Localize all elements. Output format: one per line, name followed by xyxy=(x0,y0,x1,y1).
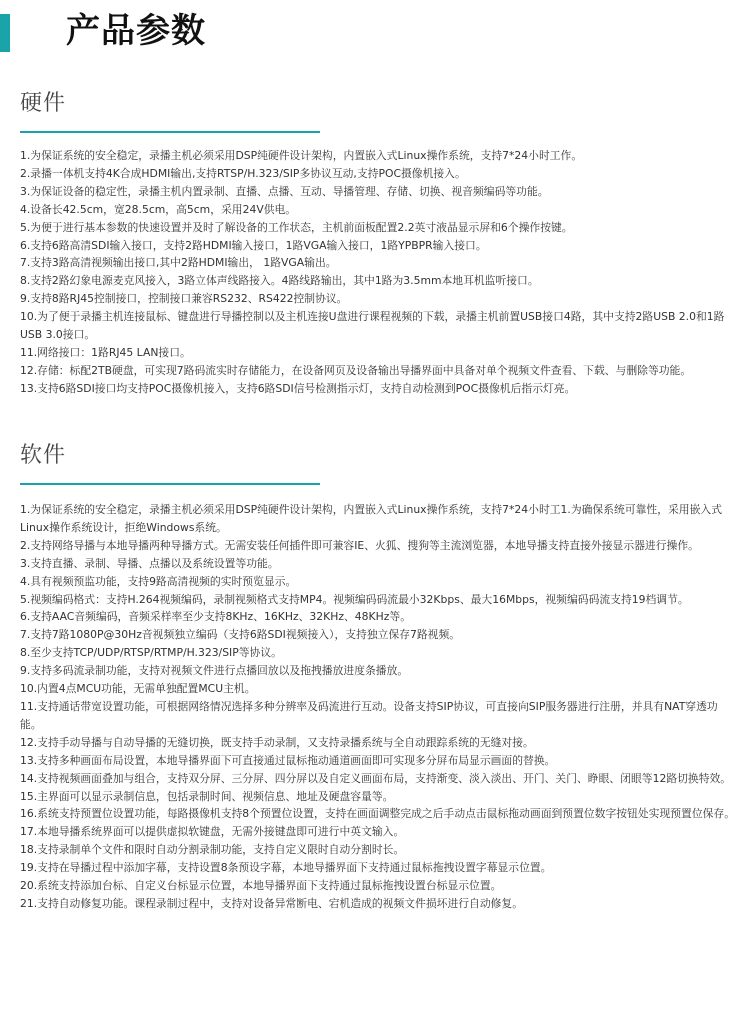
software-heading: 软件 xyxy=(20,443,67,468)
software-spec-list xyxy=(20,501,736,913)
spec-item: 6.支持6路高清SDI输入接口，支持2路HDMI输入接口，1路VGA输入接口，1路YPBPR输入接口。 xyxy=(20,238,487,252)
spec-item: 16.系统支持预置位设置功能，每路摄像机支持8个预置位设置，支持在画面调整完成之后手动点击鼠标拖动画面到预置位数字按钮处实现预置位保存。 xyxy=(20,807,736,821)
spec-item: 11.网络接口：1路RJ45 LAN接口。 xyxy=(20,345,191,359)
spec-item: 8.支持2路幻象电源麦克风接入，3路立体声线路接入。4路线路输出，其中1路为3.5mm本地耳机监听接口。 xyxy=(20,274,539,288)
spec-item: 12.支持手动导播与自动导播的无缝切换，既支持手动录制，又支持录播系统与全自动跟踪系统的无缝对接。 xyxy=(20,735,534,749)
spec-item: 13.支持多种画面布局设置，本地导播界面下可直接通过鼠标拖动通道画面即可实现多分屏布局显示画面的替换。 xyxy=(20,753,556,767)
spec-item: 17.本地导播系统界面可以提供虚拟软键盘，无需外接键盘即可进行中英文输入。 xyxy=(20,825,405,839)
hardware-heading-rule xyxy=(20,131,320,133)
spec-item: 19.支持在导播过程中添加字幕，支持设置8条预设字幕，本地导播界面下支持通过鼠标拖拽设置字幕显示位置。 xyxy=(20,861,552,875)
spec-item: 18.支持录制单个文件和限时自动分割录制功能，支持自定义限时自动分割时长。 xyxy=(20,843,405,857)
hardware-spec-list xyxy=(20,147,736,398)
spec-item: 13.支持6路SDI接口均支持POC摄像机接入，支持6路SDI信号检测指示灯，支持自动检测到POC摄像机后指示灯亮。 xyxy=(20,381,576,395)
spec-item: 14.支持视频画面叠加与组合，支持双分屏、三分屏、四分屏以及自定义画面布局，支持渐变、淡入淡出、开门、关门、睁眼、闭眼等12路切换特效。 xyxy=(20,771,732,785)
spec-item: 10.内置4点MCU功能，无需单独配置MCU主机。 xyxy=(20,682,256,696)
spec-item: 1.为保证系统的安全稳定，录播主机必须采用DSP纯硬件设计架构，内置嵌入式Linux操作系统，支持7*24小时工作。 xyxy=(20,149,583,162)
software-section xyxy=(20,441,736,913)
spec-item: 8.至少支持TCP/UDP/RTSP/RTMP/H.323/SIP等协议。 xyxy=(20,646,282,660)
spec-item: 9.支持8路RJ45控制接口，控制接口兼容RS232、RS422控制协议。 xyxy=(20,292,348,306)
spec-item: 10.为了便于录播主机连接鼠标、键盘进行导播控制以及主机连接U盘进行课程视频的下载，录播主机前置USB接口4路，其中支持2路USB 2.0和1路USB 3.0接口。 xyxy=(20,310,725,342)
spec-item: 2.录播一体机支持4K合成HDMI输出,支持RTSP/H.323/SIP多协议互动,支持POC摄像机接入。 xyxy=(20,166,466,180)
spec-item: 4.设备长42.5cm，宽28.5cm，高5cm，采用24V供电。 xyxy=(20,202,297,216)
spec-item: 7.支持3路高清视频输出接口,其中2路HDMI输出， 1路VGA输出。 xyxy=(20,256,337,270)
page-title: 产品参数 xyxy=(66,11,206,51)
spec-item: 11.支持通话带宽设置功能，可根据网络情况选择多种分辨率及码流进行互动。设备支持SIP协议，可直接向SIP服务器进行注册，并具有NAT穿透功能。 xyxy=(20,699,718,731)
spec-item: 9.支持多码流录制功能，支持对视频文件进行点播回放以及拖拽播放进度条播放。 xyxy=(20,664,409,678)
spec-item: 1.为保证系统的安全稳定，录播主机必须采用DSP纯硬件设计架构，内置嵌入式Linux操作系统，支持7*24小时工1.为确保系统可靠性，采用嵌入式Linux操作系统设计，拒绝Windows系统。 xyxy=(20,503,722,534)
spec-item: 6.支持AAC音频编码，音频采样率至少支持8KHz、16KHz、32KHz、48KHz等。 xyxy=(20,610,412,624)
spec-item: 7.支持7路1080P@30Hz音视频独立编码（支持6路SDI视频接入），支持独立保存7路视频。 xyxy=(20,628,461,642)
spec-item: 5.视频编码格式：支持H.264视频编码，录制视频格式支持MP4。视频编码码流最小32Kbps、最大16Mbps，视频编码码流支持19档调节。 xyxy=(20,592,689,606)
spec-item: 4.具有视频预监功能，支持9路高清视频的实时预览显示。 xyxy=(20,574,297,588)
spec-item: 2.支持网络导播与本地导播两种导播方式。无需安装任何插件即可兼容IE、火狐、搜狗等主流浏览器，本地导播支持直接外接显示器进行操作。 xyxy=(20,538,699,552)
spec-item: 3.为保证设备的稳定性，录播主机内置录制、直播、点播、互动、导播管理、存储、切换、视音频编码等功能。 xyxy=(20,184,549,198)
spec-item: 12.存储：标配2TB硬盘，可实现7路码流实时存储能力，在设备网页及设备输出导播界面中具备对单个视频文件查看、下载、与删除等功能。 xyxy=(20,363,692,377)
spec-item: 20.系统支持添加台标、自定义台标显示位置，本地导播界面下支持通过鼠标拖拽设置台标显示位置。 xyxy=(20,879,502,893)
spec-item: 15.主界面可以显示录制信息，包括录制时间、视频信息、地址及硬盘容量等。 xyxy=(20,789,394,803)
spec-item: 5.为便于进行基本参数的快速设置并及时了解设备的工作状态，主机前面板配置2.2英寸液晶显示屏和6个操作按键。 xyxy=(20,220,573,234)
spec-item: 21.支持自动修复功能。课程录制过程中，支持对设备异常断电、宕机造成的视频文件损坏进行自动修复。 xyxy=(20,896,524,910)
title-accent-bar xyxy=(0,14,10,52)
hardware-heading: 硬件 xyxy=(20,91,67,116)
hardware-section xyxy=(20,89,736,398)
spec-item: 3.支持直播、录制、导播、点播以及系统设置等功能。 xyxy=(20,556,279,570)
software-heading-rule xyxy=(20,483,320,485)
